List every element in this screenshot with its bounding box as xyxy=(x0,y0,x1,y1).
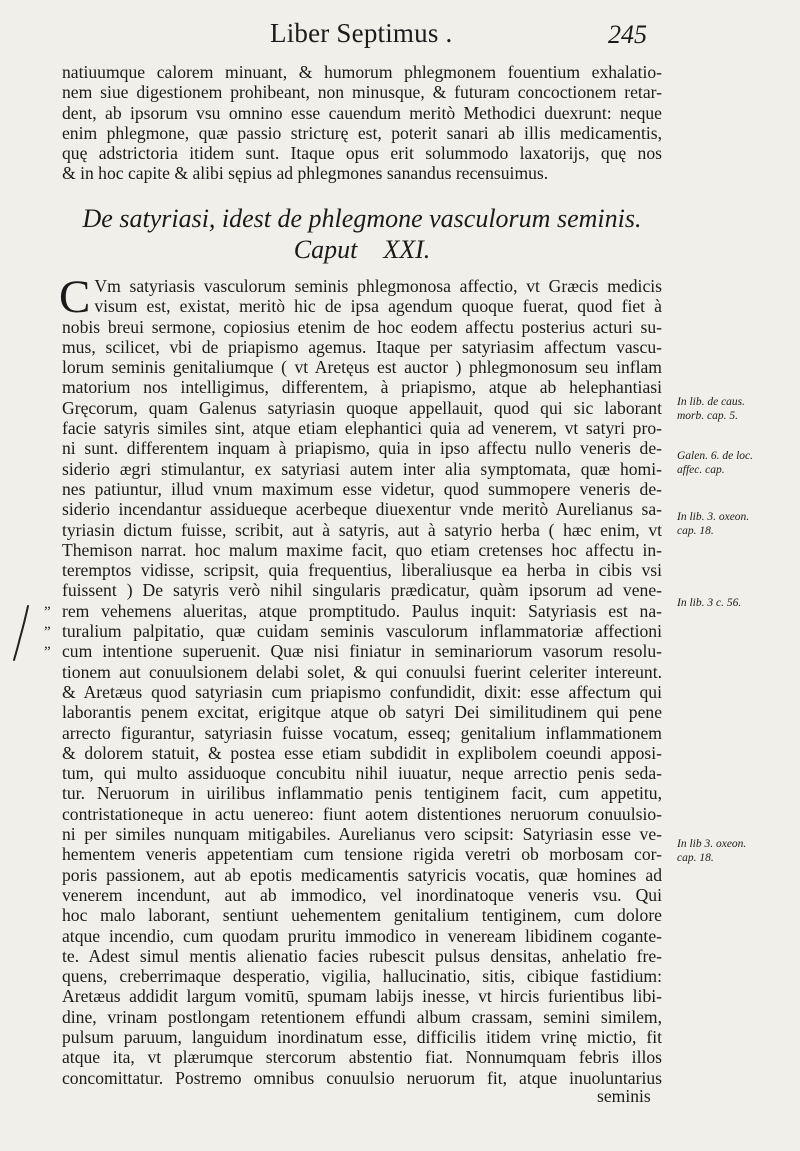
text-line: quens, creberrimaque desperatio, vigilia, hallucinatio, sitis, cibique fastidium: xyxy=(62,966,662,987)
margin-note: In lib. de caus. xyxy=(677,396,746,408)
text-line: ni per similes nunquam mitigabiles. Aurelianus vero scipsit: Satyriasin esse ve- xyxy=(62,824,662,845)
text-line: teremptos vidisse, scripsit, quia frequentius, liberaliusque ea herba in cibis vsi xyxy=(62,560,662,581)
quote-mark: ” xyxy=(44,644,51,660)
text-line: Gręcorum, quam Galenus satyriasin quoque appellauit, quod qui sic laborant xyxy=(62,397,662,418)
text-line: tionem aut conuulsionem delabi solet, & qui conuulsi fuerint celeriter intereunt. xyxy=(62,661,662,682)
chapter-title: De satyriasi, idest de phlegmone vasculorum seminis. xyxy=(82,204,642,233)
text-line: turalium palpitatio, quæ cuidam seminis vasculorum inflammatoriæ affectioni xyxy=(62,621,662,642)
margin-note: affec. cap. xyxy=(677,464,725,476)
text-line: tum, qui multo assiduoque concubitu nihil iuuatur, neque arrectio penis seda- xyxy=(62,763,662,784)
drop-cap: C xyxy=(59,271,91,323)
margin-note: In lib. 3 c. 56. xyxy=(677,597,742,609)
text-line: matorium nos intelligimus, differentem, à priapismo, atque ab helephantiasi xyxy=(62,377,662,398)
text-line: dine, vrinam postlongam retentionem effundi album crassam, semini similem, xyxy=(62,1006,662,1027)
running-title: Liber Septimus . xyxy=(270,18,453,48)
text-line: arrecto figurantur, satyriasin fuisse vocatum, esseq; genitalium inflammationem xyxy=(62,722,662,743)
text-line: nobis breui sermone, copiosius etenim de hoc eodem affectu posterius acturi su- xyxy=(62,316,662,337)
text-line: & Aretæus quod satyriasin cum priapismo confundidit, dixit: esse affectum qui xyxy=(62,681,662,702)
text-line: nes patiuntur, illud vnum maximum esse videtur, quod summopere veneris de- xyxy=(62,478,662,499)
text-line: lorum seminis genitaliumque ( vt Aretęus est auctor ) phlegmonosum seu inflam xyxy=(62,357,662,378)
text-line: contristationeque in actu uenereo: fiunt aotem distentiones neruorum conuulsio- xyxy=(62,803,662,824)
text-line: Vm satyriasis vasculorum seminis phlegmonosa affectio, vt Græcis medicis xyxy=(94,276,662,296)
text-line: natiuumque calorem minuant, & humorum phlegmonem fouentium exhalatio- xyxy=(62,62,662,82)
page-number: 245 xyxy=(608,20,647,49)
text-line: siderio incendantur assidueque acerbeque diuexentur vnde meritò Aurelianus sa- xyxy=(62,499,662,520)
text-line: fuissent ) De satyris verò nihil singularis prædicatur, quàm ipsorum ad vene- xyxy=(62,580,662,601)
text-line: & dolorem statuit, & postea esse etiam subdidit in explibolem coeundi apposi- xyxy=(62,742,662,763)
text-line: ni sunt. differentem inquam à priapismo, quia in ipso affectu nullo veneris de- xyxy=(62,438,662,459)
text-line: atque incendio, cum quodam pruritu immodico in veneream libidinem cogante- xyxy=(62,925,662,946)
margin-note: In lib 3. oxeon. xyxy=(677,838,747,850)
catchword: seminis xyxy=(597,1086,651,1106)
text-line: hementem veneris appetentiam cum tensione rigida veretri ob morbosam cor- xyxy=(62,844,662,865)
text-line: mus, scilicet, vbi de priapismo agemus. Itaque per satyriasim affectum vascu- xyxy=(62,336,662,357)
margin-note: cap. 18. xyxy=(677,525,714,537)
text-line: & in hoc capite & alibi sępius ad phlegmones sanandus recensuimus. xyxy=(62,163,549,184)
quote-mark: ” xyxy=(44,604,51,620)
text-line: dent, ab ipsorum vsu omnino esse cauendum meritò Methodici duexrunt: neque xyxy=(62,102,662,123)
running-head xyxy=(0,18,800,52)
chapter-heading xyxy=(62,203,662,265)
text-line: facie satyris similes sint, atque etiam elephantici quia ad venerem, vt satyri pro- xyxy=(62,418,662,439)
text-line: cum intentione superuenit. Quæ nisi finiatur in seminariorum vasorum resolu- xyxy=(62,641,662,662)
margin-note: cap. 18. xyxy=(677,852,714,864)
text-line: venerem incendunt, aut ab immodico, vel inordinatoque veneris vsu. Qui xyxy=(62,884,662,905)
quote-mark: ” xyxy=(44,624,51,640)
margin-note: Galen. 6. de loc. xyxy=(677,450,754,462)
text-line: enim phlegmone, quæ passio stricturę est, poterit sanari ab illis medicamentis, xyxy=(62,122,662,143)
text-line: tur. Neruorum in uirilibus inflammatio penis tentiginem facit, cum appetitu, xyxy=(62,783,662,804)
text-line: te. Adest simul mentis alienatio facies rubescit pulsus densitas, anhelatio fre- xyxy=(62,945,662,966)
text-line: Themison narrat. hoc malum maxime facit, quo etiam cretenses hoc affectu in- xyxy=(62,539,662,560)
margin-note: morb. cap. 5. xyxy=(677,410,739,422)
text-line: poris passionem, aut ab epotis medicamentis satyricis vocatis, quæ homines ad xyxy=(62,864,662,885)
text-line: hoc malo laborant, sentiunt uehementem genitalium tentiginem, cum dolore xyxy=(62,905,662,926)
pen-mark-icon xyxy=(10,604,34,662)
text-line: rem vehemens alueritas, atque promptitudo. Paulus inquit: Satyriasis est na- xyxy=(62,600,662,621)
text-line: atque ita, vt plærumque stercorum abstentio fiat. Nonnumquam febris illos xyxy=(62,1047,662,1068)
margin-note: In lib. 3. oxeon. xyxy=(677,511,750,523)
text-line: laborantis penem excitat, erigitque atque ob satyri Dei similitudinem qui pene xyxy=(62,702,662,723)
text-line: concomittatur. Postremo omnibus conuulsio neruorum fit, atque inuoluntarius xyxy=(62,1067,662,1088)
text-line: siderio ægri stimulantur, ex satyriasi autem inter alia symptomata, quæ homi- xyxy=(62,458,662,479)
text-line: quę adstrictoria itidem sunt. Itaque opus erit solummodo laxatorijs, quę nos xyxy=(62,143,662,164)
text-line: visum est, existat, meritò hic de ipsa agendum quoque fuerat, quod fiet à xyxy=(94,296,662,317)
text-line: nem siue digestionem prohibeant, non minusque, & futuram concoctionem retar- xyxy=(62,82,662,103)
body-text xyxy=(59,271,662,1088)
text-line: Aretæus addidit largum vomitū, spumam labijs inesse, vt hircis furientibus libi- xyxy=(62,986,662,1007)
text-line: pulsum paruum, languidum inordinatum esse, difficilis itidem vrinę mictio, fit xyxy=(62,1026,662,1047)
chapter-number: Caput XXI. xyxy=(293,235,431,264)
text-line: tyriasin dictum fuisse, scribit, aut à satyris, aut à satyrio herba ( hæc enim, vt xyxy=(62,519,662,540)
intro-paragraph xyxy=(62,62,662,184)
